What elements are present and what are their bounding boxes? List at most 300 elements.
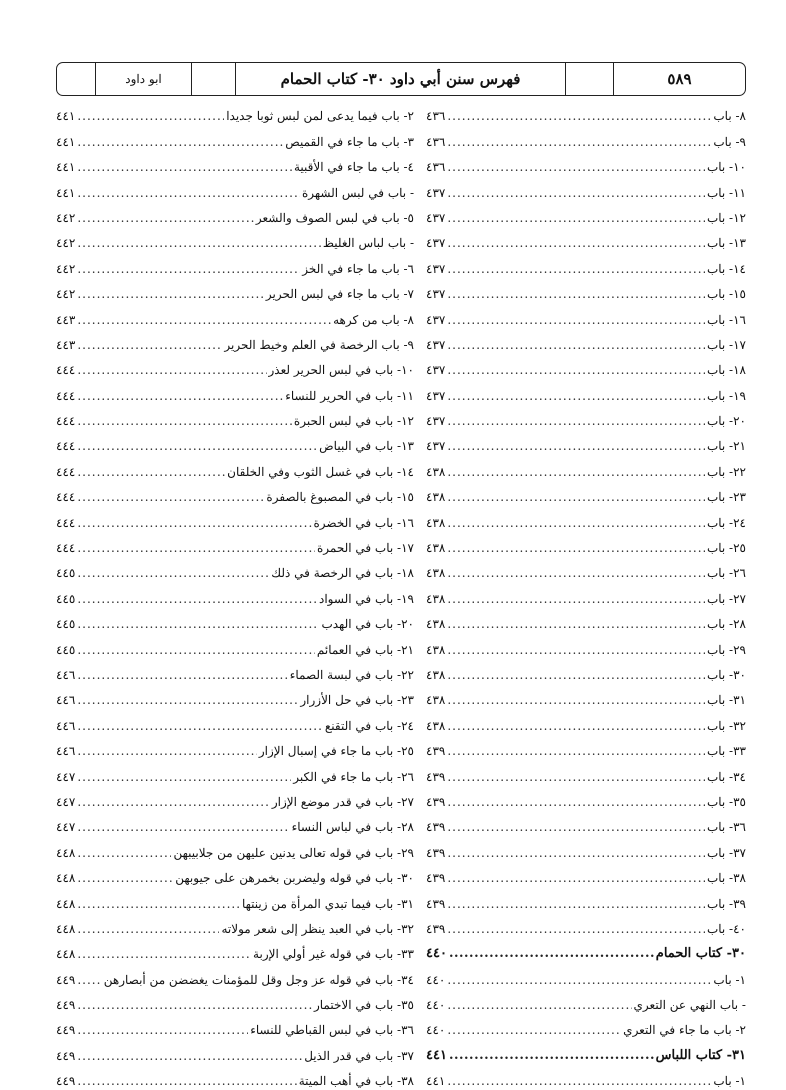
index-entry [426,354,746,379]
dot-leader [447,617,705,633]
dot-leader [77,744,257,760]
entry-page-number: ٤٣٦ [426,160,446,175]
entry-title: ٢٤- باب في التقنع [324,718,414,733]
entry-title: ٢٥- باب ما جاء في إسبال الإزار [258,744,414,759]
index-entry [56,329,414,354]
index-entry [426,633,746,658]
entry-page-number: ٤٣٧ [426,236,446,251]
entry-title: ٢٢- باب في لبسة الصماء [289,667,414,682]
index-entry [56,1014,414,1039]
entry-page-number: ٤٣٨ [426,617,446,632]
dot-leader [77,439,317,455]
index-entry [56,506,414,531]
entry-title: ٣٣- باب في قوله غير أولي الإربة [253,947,414,962]
index-entry [56,100,414,125]
entry-title: ٣٥- باب [706,794,746,809]
dot-leader [77,109,224,125]
page-header [56,62,746,96]
entry-page-number: ٤٤٩ [56,1048,76,1063]
dot-leader [77,719,323,735]
entry-page-number: ٤٤١ [56,160,76,175]
index-entry [56,202,414,227]
index-entry [426,125,746,150]
index-entry [56,430,414,455]
entry-title: ١٥- باب [706,287,746,302]
index-entry [426,252,746,277]
index-entry [426,151,746,176]
dot-leader [447,236,705,252]
entry-page-number: ٤٣٧ [426,287,446,302]
index-entry [56,963,414,988]
dot-leader [449,947,654,963]
entry-title: ٣١- كتاب اللباس [655,1047,746,1063]
entry-page-number: ٤٣٨ [426,642,446,657]
entry-page-number: ٤٣٧ [426,337,446,352]
dot-leader [447,846,705,862]
dot-leader [447,109,711,125]
entry-page-number: ٤٤٧ [56,769,76,784]
entry-page-number: ٤٤١ [426,1074,446,1089]
entry-title: ٦- باب ما جاء في الخز [302,261,414,276]
entry-page-number: ٤٤٨ [56,947,76,962]
entry-page-number: ٤٣٨ [426,693,446,708]
dot-leader [77,973,101,989]
entry-page-number: ٤٤٦ [56,693,76,708]
entry-title: - باب في لبس الشهرة [301,185,414,200]
dot-leader [77,1023,248,1039]
index-entry [56,303,414,328]
index-entry [426,227,746,252]
index-entry [426,760,746,785]
index-entry [56,913,414,938]
entry-page-number: ٤٤٥ [56,617,76,632]
dot-leader [77,643,315,659]
index-column-right [426,100,746,1090]
entry-page-number: ٤٤٨ [56,921,76,936]
entry-page-number: ٤٤٨ [56,845,76,860]
entry-title: ٢- باب فيما يدعى لمن لبس ثوبا جديدا [226,109,414,124]
index-entry [426,1065,746,1090]
entry-title: ٣- باب ما جاء في القميص [285,134,414,149]
index-entry [426,455,746,480]
entry-title: ٣٧- باب في قدر الذيل [304,1048,414,1063]
index-column-left [56,100,414,1090]
entry-title: ٢٣- باب في حل الأزرار [300,693,414,708]
entry-title: ٣٠- كتاب الحمام [655,946,746,962]
index-entry [56,760,414,785]
entry-title: ٣٦- باب في لبس القباطي للنساء [250,1023,414,1038]
index-entry [56,176,414,201]
entry-title: ٣٢- باب في العبد ينظر إلى شعر مولاته [221,921,414,936]
entry-title: ٣٠- باب [706,667,746,682]
entry-title: ٢٨- باب في لباس النساء [291,820,414,835]
entry-title: ٣٣- باب [706,744,746,759]
entry-title: ٢٨- باب [706,617,746,632]
index-entry [426,557,746,582]
header-empty-cell [565,63,613,95]
dot-leader [77,541,315,557]
section-heading [426,938,746,963]
entry-title: ٢٠- باب [706,414,746,429]
entry-title: ٢٣- باب [706,490,746,505]
dot-leader [77,871,173,887]
dot-leader [447,668,705,684]
entry-page-number: ٤٣٧ [426,439,446,454]
dot-leader [77,770,291,786]
dot-leader [77,592,317,608]
dot-leader [77,668,287,684]
index-entry [56,1065,414,1090]
index-entry [56,633,414,658]
index-entry [426,202,746,227]
dot-leader [77,566,269,582]
entry-page-number: ٤٤٣ [56,312,76,327]
dot-leader [77,186,300,202]
entry-title: ٣١- باب [706,693,746,708]
dot-leader [77,617,319,633]
entry-page-number: ٤٤٤ [56,541,76,556]
dot-leader [447,338,705,354]
dot-leader [447,313,705,329]
entry-title: ٨- باب [713,109,746,124]
index-entry [426,786,746,811]
entry-title: ١٦- باب [706,312,746,327]
entry-title: ١٨- باب في الرخصة في ذلك [271,566,414,581]
entry-page-number: ٤٤٩ [56,998,76,1013]
entry-title: ١٩- باب [706,388,746,403]
dot-leader [77,313,331,329]
entry-title: ٣٩- باب [706,896,746,911]
dot-leader [447,439,705,455]
dot-leader [77,135,283,151]
entry-page-number: ٤٣٨ [426,515,446,530]
page-title: فهرس سنن أبي داود ٣٠- كتاب الحمام [235,63,565,95]
index-entry [426,913,746,938]
index-entry [56,608,414,633]
entry-page-number: ٤٤٤ [56,515,76,530]
dot-leader [447,186,705,202]
entry-page-number: ٤٣٩ [426,871,446,886]
index-entry [56,1039,414,1064]
entry-title: - باب النهي عن التعري [633,998,746,1013]
entry-title: ١٤- باب في غسل الثوب وفي الخلقان [227,464,414,479]
entry-page-number: ٤٣٧ [426,210,446,225]
entry-page-number: ٤٤٩ [56,1023,76,1038]
index-entry [426,709,746,734]
dot-leader [77,1074,296,1090]
entry-page-number: ٤٤٠ [426,972,446,987]
index-entry [56,659,414,684]
dot-leader [447,719,705,735]
dot-leader [77,338,222,354]
entry-page-number: ٤٤١ [56,185,76,200]
entry-title: ٢٧- باب [706,591,746,606]
index-entry [56,709,414,734]
entry-title: ٥- باب في لبس الصوف والشعر [255,210,414,225]
index-entry [56,887,414,912]
index-entry [426,481,746,506]
index-entry [426,1014,746,1039]
dot-leader [77,262,300,278]
entry-title: ٣٤- باب [706,769,746,784]
dot-leader [447,211,705,227]
dot-leader [77,947,251,963]
entry-page-number: ٤٤٠ [426,1023,446,1038]
entry-page-number: ٤٣٨ [426,541,446,556]
entry-page-number: ٤٣٧ [426,312,446,327]
entry-title: ١٦- باب في الخضرة [313,515,414,530]
entry-page-number: ٤٤٢ [56,261,76,276]
entry-title: ٢٦- باب ما جاء في الكبر [293,769,414,784]
entry-page-number: ٤٣٧ [426,261,446,276]
entry-title: ٨- باب من كرهه [333,312,414,327]
dot-leader [447,541,705,557]
index-entry [426,303,746,328]
entry-page-number: ٤٣٩ [426,820,446,835]
entry-page-number: ٤٤٩ [56,972,76,987]
dot-leader [77,490,264,506]
index-entry [426,989,746,1014]
entry-page-number: ٤٤٧ [56,820,76,835]
index-entry [56,836,414,861]
entry-page-number: ٤٤١ [56,109,76,124]
index-entry [56,227,414,252]
dot-leader [447,973,711,989]
dot-leader [77,693,298,709]
dot-leader [447,592,705,608]
dot-leader [449,1049,654,1065]
entry-title: ١٠- باب [706,160,746,175]
entry-page-number: ٤٣٨ [426,464,446,479]
entry-title: - باب لباس الغليظ [322,236,414,251]
entry-title: ٣٠- باب في قوله وليضربن بخمرهن على جيوبهن [175,871,414,886]
entry-title: ١- باب [713,1074,746,1089]
dot-leader [447,1023,621,1039]
index-entry [56,405,414,430]
dot-leader [447,871,705,887]
entry-title: ٣٨- باب في أهب الميتة [298,1074,414,1089]
index-entry [426,100,746,125]
dot-leader [77,236,321,252]
entry-page-number: ٤٤٨ [56,871,76,886]
entry-title: ١١- باب [706,185,746,200]
dot-leader [447,414,705,430]
entry-page-number: ٤٣٧ [426,414,446,429]
entry-title: ٢- باب ما جاء في التعري [623,1023,746,1038]
section-heading [426,1039,746,1064]
index-entry [426,506,746,531]
dot-leader [447,820,705,836]
entry-title: ١٩- باب في السواد [319,591,414,606]
index-entry [56,938,414,963]
entry-title: ٢٤- باب [706,515,746,530]
entry-page-number: ٤٣٩ [426,845,446,860]
index-entry [426,659,746,684]
entry-title: ٢١- باب [706,439,746,454]
dot-leader [447,693,705,709]
entry-title: ١٠- باب في لبس الحرير لعذر [268,363,414,378]
entry-page-number: ٤٣٧ [426,363,446,378]
index-entry [56,481,414,506]
entry-title: ٢١- باب في العمائم [316,642,414,657]
entry-title: ٣٧- باب [706,845,746,860]
header-empty-cell [57,63,95,95]
entry-title: ١٥- باب في المصبوغ بالصفرة [266,490,414,505]
index-entry [56,811,414,836]
dot-leader [447,566,705,582]
entry-title: ١٨- باب [706,363,746,378]
index-entry [426,887,746,912]
entry-title: ١٢- باب في لبس الحبرة [293,414,414,429]
entry-title: ٤٠- باب [706,921,746,936]
dot-leader [77,846,171,862]
entry-page-number: ٤٤٢ [56,236,76,251]
running-head: ابو داود [95,63,191,95]
dot-leader [447,744,705,760]
entry-page-number: ٤٣٩ [426,744,446,759]
index-entry [56,684,414,709]
entry-title: ٢٦- باب [706,566,746,581]
dot-leader [77,389,283,405]
dot-leader [77,922,219,938]
index-entry [56,532,414,557]
entry-title: ٢٩- باب في قوله تعالى يدنين عليهن من جلابيبهن [173,845,414,860]
entry-title: ٣٤- باب في قوله عز وجل وقل للمؤمنات يغضضن من أبصارهن [103,972,414,987]
entry-page-number: ٤٤١ [426,1047,447,1063]
index-entry [426,608,746,633]
entry-page-number: ٤٤٦ [56,718,76,733]
dot-leader [77,465,225,481]
dot-leader [447,770,705,786]
dot-leader [447,643,705,659]
index-entry [56,989,414,1014]
entry-title: ١٧- باب في الحمرة [316,541,414,556]
index-entry [426,735,746,760]
entry-page-number: ٤٣٦ [426,134,446,149]
entry-page-number: ٤٤٥ [56,642,76,657]
dot-leader [447,998,631,1014]
entry-page-number: ٤٤٤ [56,414,76,429]
dot-leader [447,490,705,506]
dot-leader [77,287,264,303]
entry-title: ٢٩- باب [706,642,746,657]
index-entry [426,176,746,201]
entry-title: ١٣- باب [706,236,746,251]
dot-leader [447,160,705,176]
index-entry [56,379,414,404]
entry-title: ١٤- باب [706,261,746,276]
index-entry [426,684,746,709]
entry-page-number: ٤٤٦ [56,744,76,759]
dot-leader [77,998,312,1014]
dot-leader [447,897,705,913]
entry-page-number: ٤٣٩ [426,769,446,784]
index-entry [426,963,746,988]
entry-page-number: ٤٤٥ [56,566,76,581]
index-entry [426,379,746,404]
entry-title: ٢٠- باب في الهدب [321,617,414,632]
index-entry [56,252,414,277]
entry-page-number: ٤٤٩ [56,1074,76,1089]
entry-page-number: ٤٤٤ [56,464,76,479]
index-entry [56,786,414,811]
entry-page-number: ٤٤٥ [56,591,76,606]
index-entry [56,735,414,760]
dot-leader [447,135,711,151]
entry-page-number: ٤٣٨ [426,490,446,505]
dot-leader [77,897,240,913]
dot-leader [77,211,254,227]
entry-title: ٢٥- باب [706,541,746,556]
entry-title: ١١- باب في الحرير للنساء [285,388,414,403]
header-empty-cell [191,63,235,95]
index-entry [56,862,414,887]
entry-page-number: ٤٤٤ [56,388,76,403]
dot-leader [77,160,292,176]
entry-title: ٢٧- باب في قدر موضع الإزار [271,794,414,809]
entry-page-number: ٤٣٧ [426,185,446,200]
entry-title: ٣٦- باب [706,820,746,835]
entry-page-number: ٤٤٤ [56,490,76,505]
entry-page-number: ٤٤٧ [56,794,76,809]
entry-page-number: ٤٤٢ [56,287,76,302]
entry-page-number: ٤٣٦ [426,109,446,124]
dot-leader [447,389,705,405]
index-entry [426,582,746,607]
index-entry [56,125,414,150]
index-entry [426,329,746,354]
index-entry [56,354,414,379]
entry-title: ٣٥- باب في الاختمار [313,998,414,1013]
entry-page-number: ٤٣٨ [426,667,446,682]
dot-leader [447,922,705,938]
index-entry [56,455,414,480]
entry-page-number: ٤٤١ [56,134,76,149]
dot-leader [77,414,292,430]
entry-page-number: ٤٣٨ [426,566,446,581]
entry-title: ٣١- باب فيما تبدي المرأة من زينتها [241,896,414,911]
entry-title: ٤- باب ما جاء في الأقبية [293,160,414,175]
dot-leader [77,795,269,811]
entry-page-number: ٤٣٨ [426,591,446,606]
index-entry [426,405,746,430]
entry-title: ١٣- باب في البياض [319,439,414,454]
page-number: ٥٨٩ [613,63,745,95]
dot-leader [77,516,311,532]
entry-page-number: ٤٤٣ [56,337,76,352]
entry-title: ٢٢- باب [706,464,746,479]
entry-page-number: ٤٣٧ [426,388,446,403]
entry-page-number: ٤٣٩ [426,896,446,911]
entry-page-number: ٤٤٢ [56,210,76,225]
entry-page-number: ٤٤٠ [426,946,447,962]
entry-page-number: ٤٤٠ [426,998,446,1013]
dot-leader [77,363,266,379]
index-entry [56,151,414,176]
index-entry [426,532,746,557]
index-entry [56,557,414,582]
dot-leader [447,1074,711,1090]
entry-page-number: ٤٤٦ [56,667,76,682]
index-entry [426,430,746,455]
entry-page-number: ٤٣٩ [426,921,446,936]
dot-leader [447,516,705,532]
index-entry [56,278,414,303]
entry-page-number: ٤٣٩ [426,794,446,809]
entry-title: ١٢- باب [706,210,746,225]
dot-leader [77,1049,302,1065]
entry-page-number: ٤٤٨ [56,896,76,911]
